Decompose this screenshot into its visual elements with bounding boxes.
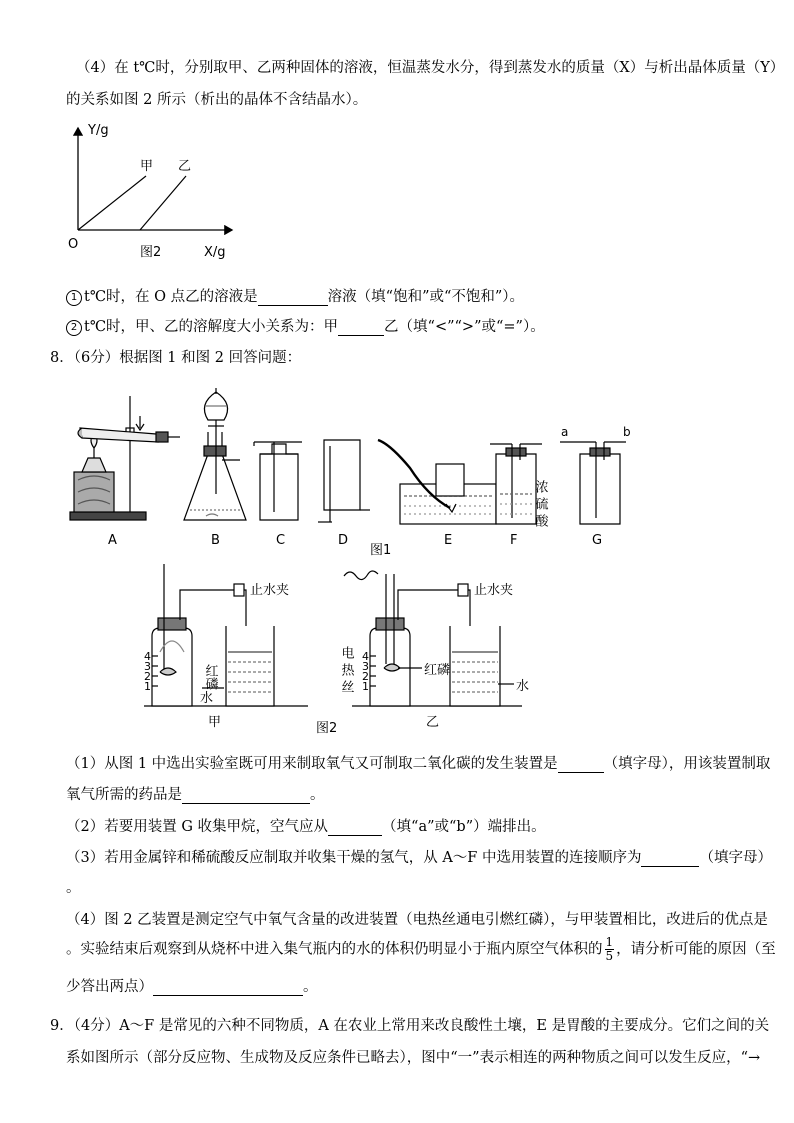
q9-line2: 系如图所示（部分反应物、生成物及反应条件已略去），图中“一”表示相连的两种物质之间可以发生反应，“→ — [66, 1050, 761, 1066]
apparatus-label-f: F — [510, 533, 518, 548]
setup-label-jia: 甲 — [208, 715, 222, 730]
scale-mark-3: 3 — [144, 660, 151, 673]
q8-p2 — [66, 815, 546, 836]
scale-mark-3-yi: 3 — [362, 660, 369, 673]
scale-mark-2-yi: 2 — [362, 670, 369, 683]
figure-1-apparatus — [60, 384, 660, 564]
q8-p2-text-a: （2）若要用装置 G 收集甲烷，空气应从 — [66, 819, 329, 835]
q7-sub2-text-a: t℃时，甲、乙的溶解度大小关系为：甲 — [84, 319, 339, 335]
origin-label: O — [68, 237, 79, 252]
apparatus-g — [560, 442, 626, 524]
red-phosphorus-label-yi: 红磷 — [424, 663, 451, 678]
answer-blank[interactable] — [258, 289, 328, 306]
apparatus-e — [378, 440, 496, 524]
apparatus-label-e: E — [444, 533, 453, 548]
water-label-yi: 水 — [516, 679, 530, 694]
apparatus-label-a: A — [108, 533, 117, 548]
q7-sub2-text-b: 乙（填“<”“>”或“=”）。 — [384, 319, 545, 335]
solubility-graph — [60, 118, 240, 268]
answer-blank[interactable] — [153, 979, 303, 996]
scale-mark-1-yi: 1 — [362, 680, 369, 693]
answer-blank[interactable] — [182, 787, 310, 804]
line-jia — [78, 176, 146, 230]
fraction-one-fifth — [605, 936, 615, 963]
g-tube-b-label: b — [623, 425, 631, 439]
apparatus-b — [184, 388, 246, 520]
q7-intro-line1: （4）在 t℃时，分别取甲、乙两种固体的溶液，恒温蒸发水分，得到蒸发水的质量（X）与析出晶体质量（Y） — [76, 60, 785, 76]
graph-caption: 图2 — [140, 245, 162, 260]
answer-blank[interactable] — [328, 819, 382, 836]
figure-2-apparatus — [130, 560, 530, 738]
clamp-label-jia: 止水夹 — [250, 583, 290, 598]
q8-p1-text-c: 氧气所需的药品是 — [66, 787, 182, 803]
apparatus-c — [254, 442, 302, 520]
g-tube-a-label: a — [561, 425, 569, 439]
q8-p4-line3 — [66, 975, 318, 996]
apparatus-label-c: C — [276, 533, 286, 548]
q8-p1-line1 — [66, 752, 770, 773]
q8-p2-text-b: （填“a”或“b”）端排出。 — [382, 819, 546, 835]
figure-2-caption: 图2 — [316, 721, 338, 736]
scale-mark-2: 2 — [144, 670, 151, 683]
apparatus-d — [318, 440, 370, 522]
q8-p3-text-a: （3）若用金属锌和稀硫酸反应制取并收集干燥的氢气，从 A～F 中选用装置的连接顺序为 — [66, 850, 642, 866]
f-acid-label: 浓硫酸 — [532, 480, 548, 531]
q8-title: 8．（6分）根据图 1 和图 2 回答问题： — [50, 350, 302, 366]
figure-1-caption: 图1 — [370, 543, 392, 558]
apparatus-label-g: G — [592, 533, 603, 548]
answer-blank[interactable] — [558, 756, 604, 773]
q7-sub2 — [66, 315, 545, 336]
q8-p3-line2: 。 — [66, 880, 81, 896]
q8-p3-text-b: （填字母） — [699, 850, 772, 866]
q7-intro-line2: 的关系如图 2 所示（析出的晶体不含结晶水）。 — [66, 92, 368, 108]
fraction-numerator: 1 — [605, 935, 614, 949]
q7-sub1-text-a: t℃时，在 O 点乙的溶液是 — [84, 289, 258, 305]
q8-p4-line2 — [66, 936, 776, 963]
apparatus-a — [70, 396, 180, 520]
q8-p1-text-a: （1）从图 1 中选出实验室既可用来制取氧气又可制取二氧化碳的发生装置是 — [66, 756, 558, 772]
setup-label-yi: 乙 — [426, 715, 440, 730]
apparatus-label-d: D — [338, 533, 349, 548]
line-yi — [140, 176, 186, 230]
circled-number-2: 2 — [66, 320, 82, 336]
y-axis-label: Y/g — [88, 123, 109, 138]
x-axis-label: X/g — [204, 245, 226, 260]
q8-p3-line1 — [66, 846, 772, 867]
clamp-label-yi: 止水夹 — [474, 583, 514, 598]
q7-sub1-text-b: 溶液（填“饱和”或“不饱和”）。 — [327, 289, 525, 305]
circled-number-1: 1 — [66, 290, 82, 306]
q8-p4-text-c: ，请分析可能的原因（至 — [616, 941, 776, 958]
label-jia: 甲 — [140, 159, 154, 174]
q8-p1-line2 — [66, 783, 325, 804]
q8-p4-line1: （4）图 2 乙装置是测定空气中氧气含量的改进装置（电热丝通电引燃红磷），与甲装置相比，改进后的优点是 — [66, 912, 768, 928]
scale-mark-4-yi: 4 — [362, 650, 369, 663]
fraction-denominator: 5 — [605, 949, 614, 963]
q8-p1-text-b: （填字母），用该装置制取 — [603, 756, 771, 772]
water-label-jia: 水 — [200, 691, 214, 706]
scale-mark-4: 4 — [144, 650, 151, 663]
red-phosphorus-label-jia: 红磷 — [202, 664, 218, 690]
apparatus-label-b: B — [211, 533, 220, 548]
answer-blank[interactable] — [641, 850, 699, 867]
answer-blank[interactable] — [338, 319, 384, 336]
q8-p1-text-d: 。 — [310, 787, 325, 803]
label-yi: 乙 — [178, 159, 192, 174]
q7-sub1 — [66, 285, 524, 306]
q8-p4-text-b: 。实验结束后观察到从烧杯中进入集气瓶内的水的体积仍明显小于瓶内原空气体积的 — [66, 941, 603, 958]
q9-line1: 9．（4分）A～F 是常见的六种不同物质，A 在农业上常用来改良酸性土壤，E 是胃酸的主要成分。它们之间的关 — [50, 1018, 770, 1034]
heater-label: 电热丝 — [338, 646, 354, 697]
q8-p4-text-e: 。 — [303, 979, 318, 995]
scale-mark-1: 1 — [144, 680, 151, 693]
q8-p4-text-d: 少答出两点） — [66, 979, 153, 995]
